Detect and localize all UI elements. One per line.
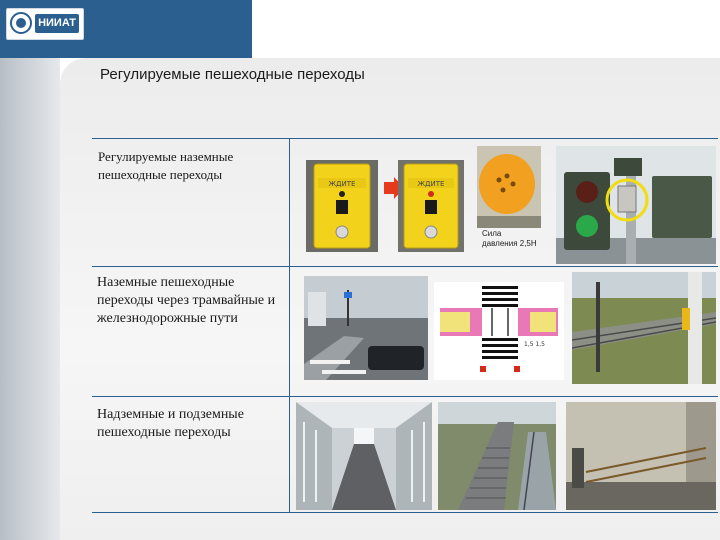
table-divider-2 [92, 396, 718, 397]
table-divider-bottom [92, 512, 718, 513]
table-divider-1 [92, 266, 718, 267]
button-panel-photo-right [398, 160, 464, 252]
row-label-tram-rail: Наземные пешеходные переходы через трамвайные и железнодорожные пути [97, 275, 276, 326]
row-label-regulated-ground: Регулируемые наземные пешеходные переходы [98, 149, 234, 182]
emblem-icon [10, 12, 32, 34]
button-panel-photo-left [306, 160, 378, 252]
button-text-left: ЖДИТЕ [328, 180, 356, 188]
diagram-dimensions: 1,5 1,5 [524, 341, 545, 348]
row-label-overpass-underpass: Надземные и подземные пешеходные переходы [97, 407, 244, 440]
tactile-button-photo [477, 146, 541, 228]
underpass-ramp-photo [566, 402, 716, 510]
overpass-photo [296, 402, 432, 510]
slide-title: Регулируемые пешеходные переходы [100, 66, 365, 83]
button-text-right: ЖДИТЕ [417, 180, 445, 188]
underpass-entrance-photo [438, 402, 556, 510]
table-divider-top [92, 138, 718, 139]
left-decor-panel [0, 58, 60, 540]
tram-track-crossing-photo [572, 272, 716, 384]
pedestrian-traffic-light-photo [556, 146, 716, 264]
crossing-layout-diagram [434, 282, 564, 380]
logo-text: НИИАТ [35, 14, 79, 33]
pressure-note: Сила давления 2,5Н [482, 229, 537, 248]
table-column-divider [289, 138, 290, 512]
niiat-logo [6, 8, 84, 40]
tram-crossing-photo [304, 276, 428, 380]
